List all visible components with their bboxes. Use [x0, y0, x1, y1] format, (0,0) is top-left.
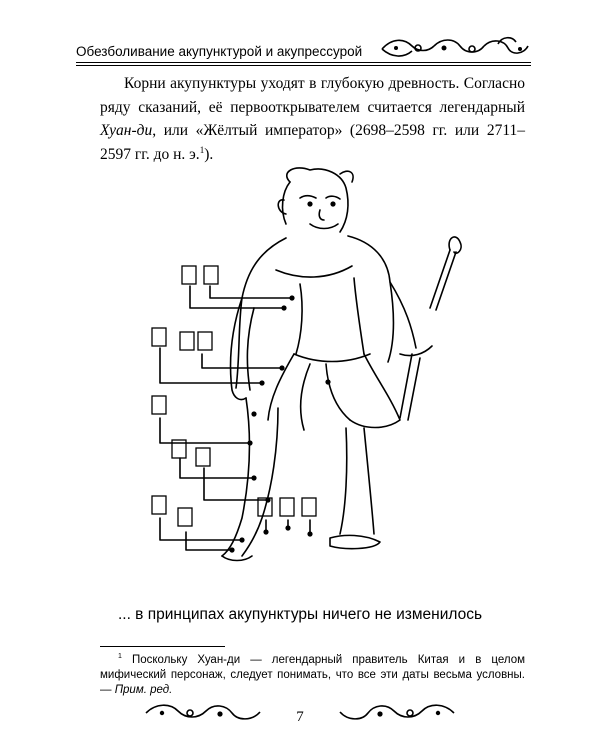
figure-caption: ... в принципах акупунктуры ничего не изменилось: [117, 606, 483, 623]
footnote-text: Поскольку Хуан-ди — легендарный правитель Китая и в целом мифический персонаж, следует понимать, что все эти даты весьма условны. —: [100, 654, 525, 696]
footnote: [100, 653, 525, 698]
paragraph-italic-name: Хуан-ди: [100, 122, 153, 139]
running-title: Обезболивание акупунктурой и акупрессурой: [76, 44, 363, 59]
header-ornament-icon: [378, 34, 533, 62]
paragraph-text-start: Корни акупунктуры уходят в глубокую древность. Согласно ряду сказаний, её первооткрывателем считается легендарный: [100, 75, 525, 116]
paragraph-text-middle: , или «Жёлтый император» (2698–2598 гг. или 2711–2597 гг. до н. э.: [100, 122, 525, 163]
acupuncture-figure-illustration-icon: [150, 158, 470, 583]
footnote-reference[interactable]: 1: [199, 144, 205, 155]
footnote-rule: [100, 646, 225, 647]
footnote-editor-note: Прим. ред.: [114, 684, 173, 696]
paragraph-text-end: ).: [204, 145, 214, 163]
footnote-marker: 1: [118, 653, 122, 661]
page-number: 7: [296, 709, 304, 725]
header-rule: [76, 62, 531, 63]
header-rule-thin: [76, 65, 531, 66]
main-paragraph: [100, 72, 525, 166]
